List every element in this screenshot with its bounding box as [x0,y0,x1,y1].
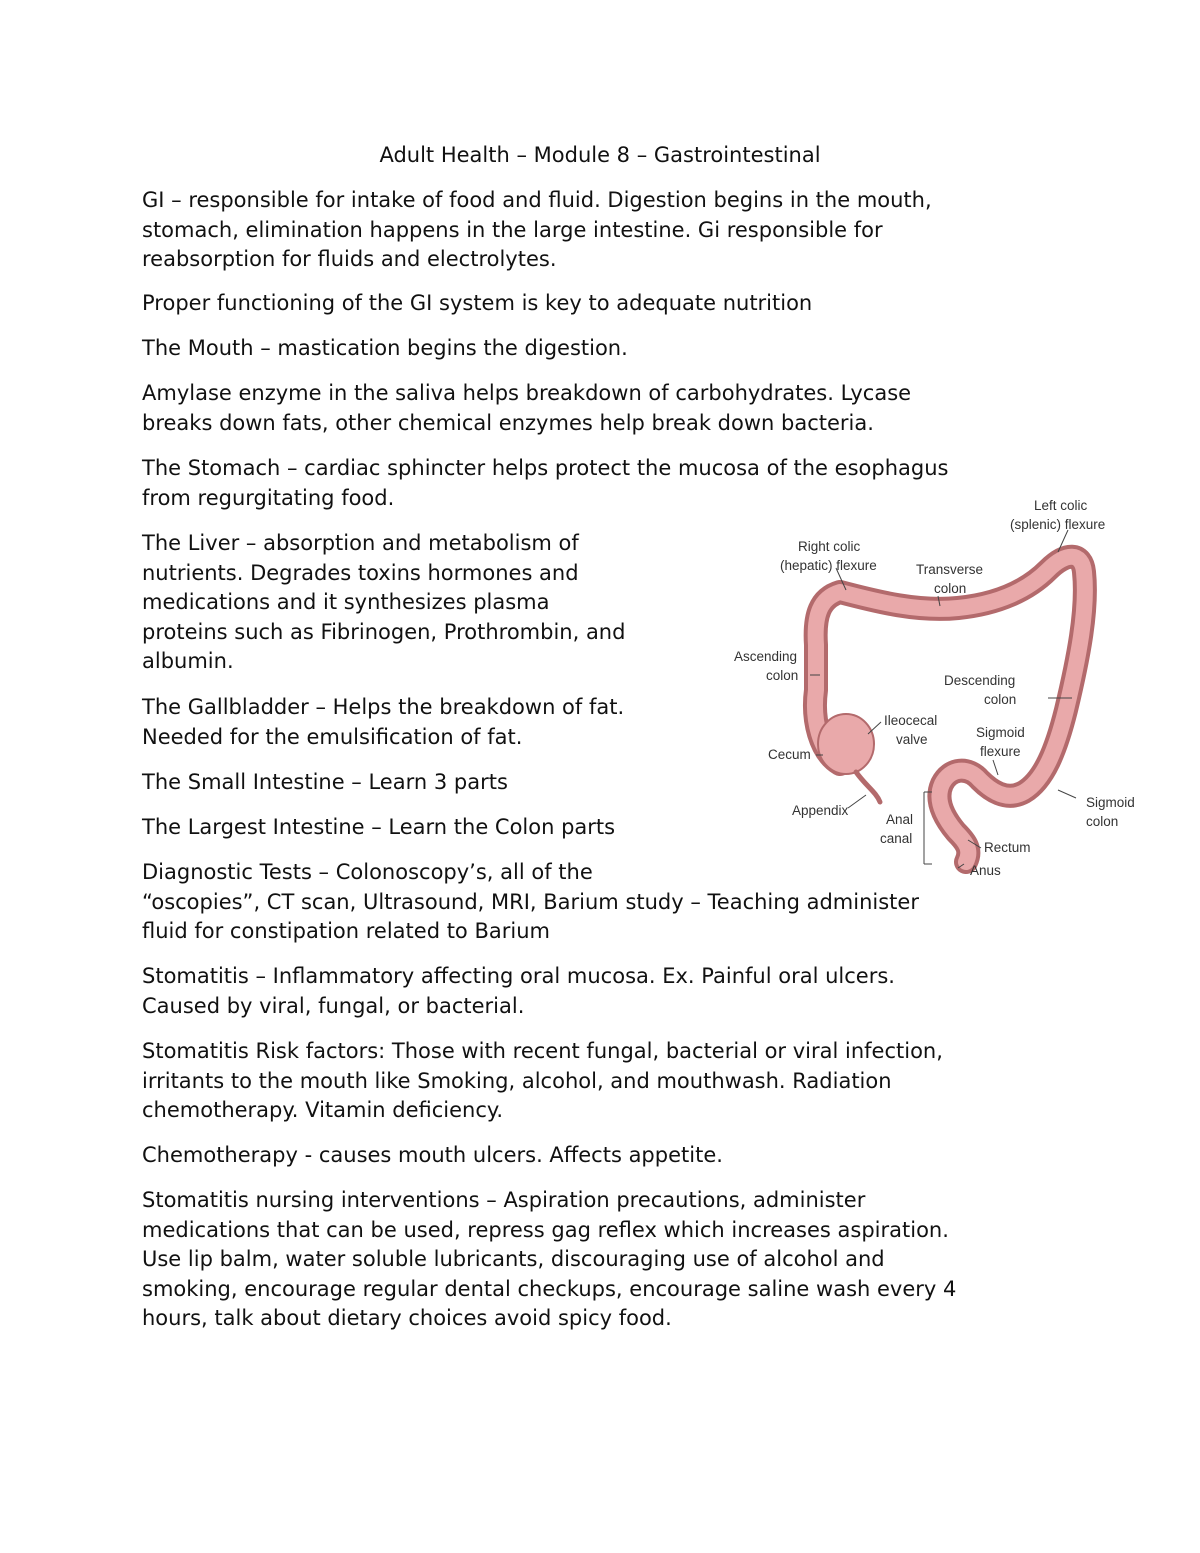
text-line: proteins such as Fibrinogen, Prothrombin, and [142,619,626,644]
text-line: The Gallbladder – Helps the breakdown of fat. [142,695,625,719]
appendix-shape [856,772,880,802]
text-line: Needed for the emulsification of fat. [142,724,523,749]
label-ascending-colon: colon [766,668,799,683]
amylase-paragraph [142,379,1072,438]
text-line: medications that can be used, repress gag reflex which increases aspiration. [142,1217,949,1242]
liver-paragraph [142,529,702,677]
text-line: Stomatitis nursing interventions – Aspiration precautions, administer [142,1188,866,1212]
chemotherapy-paragraph: Chemotherapy - causes mouth ulcers. Affects appetite. [142,1143,723,1167]
small-intestine-paragraph: The Small Intestine – Learn 3 parts [142,770,508,794]
label-right-colic: Right colic [798,539,861,554]
stomatitis-paragraph [142,962,1072,1021]
label-ileocecal: Ileocecal [884,713,938,728]
text-line: medications and it synthesizes plasma [142,590,550,614]
label-anal: Anal [886,812,914,827]
label-cecum: Cecum [768,747,811,762]
label-ascending: Ascending [734,649,798,664]
label-transverse-colon: colon [934,581,967,596]
label-splenic-flexure: (splenic) flexure [1010,517,1106,532]
colon-highlight [815,557,1085,862]
label-anus: Anus [970,863,1001,878]
label-transverse: Transverse [916,562,984,577]
text-line: from regurgitating food. [142,485,395,510]
label-sigmoid-flexure: Sigmoid [976,725,1025,740]
colon-anatomy-figure [728,490,1148,885]
text-line: irritants to the mouth like Smoking, alcohol, and mouthwash. Radiation [142,1068,892,1093]
text-line: “oscopies”, CT scan, Ultrasound, MRI, Barium study – Teaching administer [142,889,919,914]
text-line: nutrients. Degrades toxins hormones and [142,560,579,585]
proper-paragraph: Proper functioning of the GI system is key to adequate nutrition [142,291,813,315]
label-hepatic-flexure: (hepatic) flexure [780,558,877,573]
gi-paragraph [142,186,1072,275]
colon-illustration [815,557,1085,862]
text-line: Use lip balm, water soluble lubricants, discouraging use of alcohol and [142,1247,885,1271]
text-line: smoking, encourage regular dental checkups, encourage saline wash every 4 [142,1276,957,1301]
nursing-interventions-paragraph [142,1186,1072,1334]
text-line: albumin. [142,649,234,673]
label-appendix: Appendix [792,803,849,818]
text-line: Caused by viral, fungal, or bacterial. [142,993,525,1018]
text-line: stomach, elimination happens in the large intestine. Gi responsible for [142,217,883,242]
label-sigmoid-flexure-2: flexure [980,744,1021,759]
text-line: reabsorption for fluids and electrolytes. [142,247,557,271]
label-ileocecal-valve: valve [896,732,928,747]
risk-factors-paragraph [142,1037,1072,1126]
text-line: Diagnostic Tests – Colonoscopy’s, all of the [142,860,593,884]
mouth-paragraph: The Mouth – mastication begins the digestion. [142,336,628,360]
text-line: Stomatitis Risk factors: Those with recent fungal, bacterial or viral infection, [142,1039,943,1063]
text-line: The Stomach – cardiac sphincter helps protect the mucosa of the esophagus [142,456,949,480]
label-sigmoid-colon: Sigmoid [1086,795,1135,810]
gallbladder-paragraph [142,693,702,752]
large-intestine-paragraph: The Largest Intestine – Learn the Colon parts [142,815,616,839]
label-descending-colon: colon [984,692,1017,707]
text-line: chemotherapy. Vitamin deficiency. [142,1098,504,1122]
text-line: The Liver – absorption and metabolism of [142,531,579,555]
text-line: hours, talk about dietary choices avoid spicy food. [142,1306,672,1330]
text-line: Amylase enzyme in the saliva helps breakdown of carbohydrates. Lycase [142,381,912,405]
label-left-colic: Left colic [1034,498,1088,513]
cecum-pouch [818,714,874,774]
text-line: breaks down fats, other chemical enzymes help break down bacteria. [142,410,874,435]
label-descending: Descending [944,673,1016,688]
text-line: GI – responsible for intake of food and fluid. Digestion begins in the mouth, [142,188,932,212]
label-sigmoid-colon-2: colon [1086,814,1119,829]
label-rectum: Rectum [984,840,1031,855]
page-title: Adult Health – Module 8 – Gastrointestinal [379,143,821,167]
text-line: fluid for constipation related to Barium [142,919,550,943]
label-anal-canal: canal [880,831,913,846]
text-line: Stomatitis – Inflammatory affecting oral mucosa. Ex. Painful oral ulcers. [142,964,895,988]
